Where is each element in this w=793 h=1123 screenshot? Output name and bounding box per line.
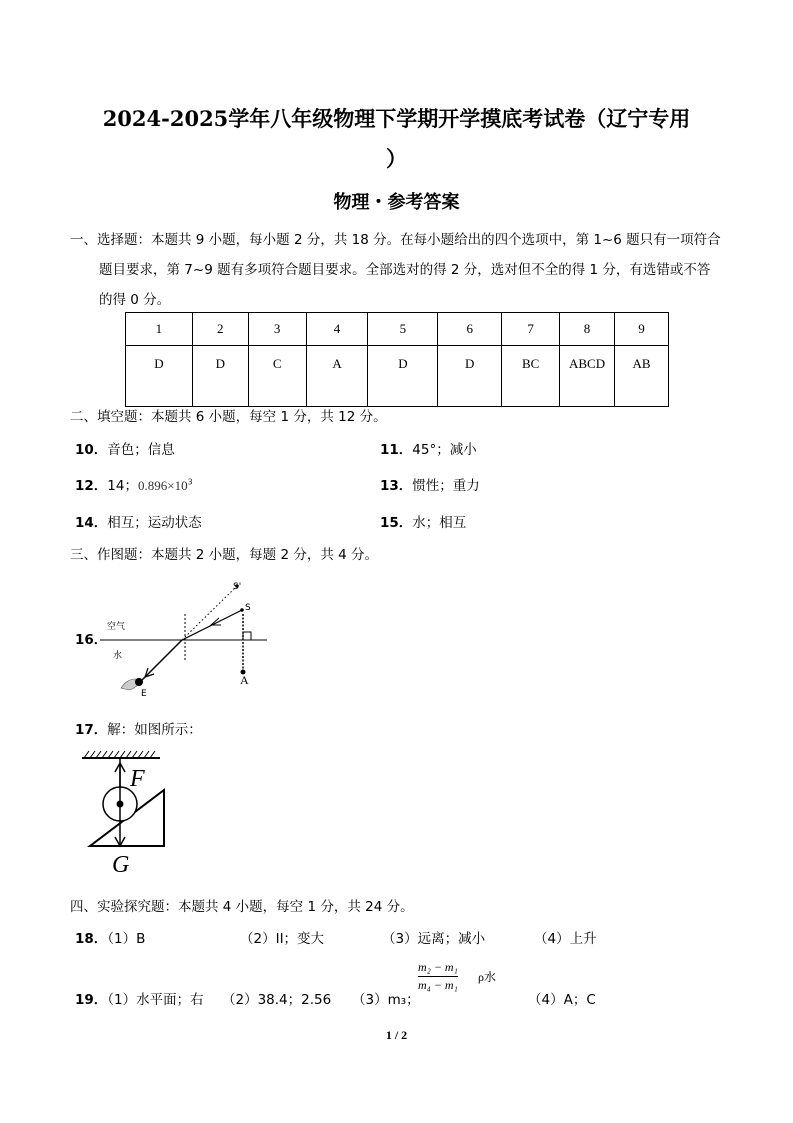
label-water: 水 xyxy=(113,651,123,661)
q14 xyxy=(75,511,202,531)
page-number: 1 / 2 xyxy=(385,1028,408,1042)
q18-part4: （4）上升 xyxy=(534,931,597,947)
table-answer: D xyxy=(126,346,193,407)
label-s: S xyxy=(245,603,251,613)
q10-number: 10． xyxy=(75,442,108,458)
table-answer: D xyxy=(368,346,438,407)
q15 xyxy=(380,511,466,531)
table-header: 4 xyxy=(306,313,368,346)
ceiling-hatching xyxy=(84,751,155,758)
q10-answer: 音色；信息 xyxy=(107,442,175,458)
q18-part1: （1）B xyxy=(107,931,146,947)
label-s-prime: S' xyxy=(233,582,242,592)
table-header: 7 xyxy=(502,313,560,346)
q17-text: 解：如图所示： xyxy=(107,722,202,738)
q19-part2: （2）38.4；2.56 xyxy=(222,992,332,1008)
table-answer: C xyxy=(248,346,306,407)
q12 xyxy=(75,474,193,494)
q19-part4: （4）A；C xyxy=(528,992,596,1008)
refraction-figure xyxy=(95,576,275,701)
q19-fraction xyxy=(418,960,458,993)
section1-line1: 一、选择题：本题共 9 小题，每小题 2 分，共 18 分。在每小题给出的四个选项中，第 1~6 题只有一项符合 xyxy=(70,232,721,248)
force-figure xyxy=(80,748,180,880)
table-header: 5 xyxy=(368,313,438,346)
q15-answer: 水；相互 xyxy=(412,515,467,531)
table-header: 9 xyxy=(615,313,669,346)
virtual-ray xyxy=(182,586,237,640)
table-header: 2 xyxy=(192,313,248,346)
section1-line2: 题目要求，第 7~9 题有多项符合题目要求。全部选对的得 2 分，选对但不全的得 1 分，有选错或不答 xyxy=(99,262,711,278)
title-line-1: 2024-2025学年八年级物理下学期开学摸底考试卷（辽宁专用 xyxy=(102,106,691,131)
s-point xyxy=(240,608,244,612)
q19-fraction-numerator: m₂ − m₁ xyxy=(418,960,458,974)
q18-number: 18． xyxy=(75,931,108,947)
q12-number: 12． xyxy=(75,478,108,494)
q14-answer: 相互；运动状态 xyxy=(107,515,202,531)
q16-number: 16． xyxy=(75,632,108,648)
subtitle: 物理・参考答案 xyxy=(333,192,460,213)
table-answer: D xyxy=(192,346,248,407)
label-g: G xyxy=(112,852,130,878)
eye-pupil-icon xyxy=(135,678,143,686)
q11 xyxy=(380,438,477,458)
q13-number: 13． xyxy=(380,478,413,494)
label-air: 空气 xyxy=(107,622,126,632)
q11-number: 11． xyxy=(380,442,413,458)
table-answer: BC xyxy=(502,346,560,407)
q19-fraction-denominator: m₄ − m₁ xyxy=(418,978,458,992)
title-line-2: ） xyxy=(386,146,407,171)
q19-part3: （3）m₃； xyxy=(352,992,420,1008)
q19 xyxy=(75,988,204,1008)
section3-heading: 三、作图题：本题共 2 小题，每题 2 分，共 4 分。 xyxy=(70,547,379,563)
q17-number: 17． xyxy=(75,722,108,738)
fraction-bar xyxy=(418,976,458,977)
q18-part2: （2）II；变大 xyxy=(240,931,325,947)
q10 xyxy=(75,438,175,458)
table-answer: AB xyxy=(615,346,669,407)
right-angle-mark xyxy=(243,632,251,640)
label-a: A xyxy=(240,673,249,687)
table-header: 1 xyxy=(126,313,193,346)
section4-heading: 四、实验探究题：本题共 4 小题，每空 1 分，共 24 分。 xyxy=(70,899,414,915)
table-header: 8 xyxy=(560,313,615,346)
q14-number: 14． xyxy=(75,515,108,531)
table-header: 6 xyxy=(438,313,502,346)
q18-part3: （3）远离；减小 xyxy=(382,931,486,947)
q17 xyxy=(75,718,202,738)
q15-number: 15． xyxy=(380,515,413,531)
q19-part1: （1）水平面；右 xyxy=(107,992,204,1008)
q13 xyxy=(380,474,480,494)
q19-rho: ρ水 xyxy=(478,970,496,984)
section2-heading: 二、填空题：本题共 6 小题，每空 1 分，共 12 分。 xyxy=(70,409,387,425)
q12-answer-b: 0.896×10 xyxy=(137,478,188,493)
table-answer: ABCD xyxy=(560,346,615,407)
table-answer: D xyxy=(438,346,502,407)
label-e: E xyxy=(141,689,147,699)
table-answer: A xyxy=(306,346,368,407)
q19-number: 19． xyxy=(75,992,108,1008)
table-header: 3 xyxy=(248,313,306,346)
q12-answer-a: 14； xyxy=(107,478,138,494)
q13-answer: 惯性；重力 xyxy=(412,478,480,494)
q11-answer: 45°；减小 xyxy=(412,442,477,458)
answer-table xyxy=(125,312,669,407)
label-f: F xyxy=(130,766,145,792)
section1-line3: 的得 0 分。 xyxy=(99,292,171,308)
q12-exponent: 3 xyxy=(187,477,193,487)
q18 xyxy=(75,927,145,947)
